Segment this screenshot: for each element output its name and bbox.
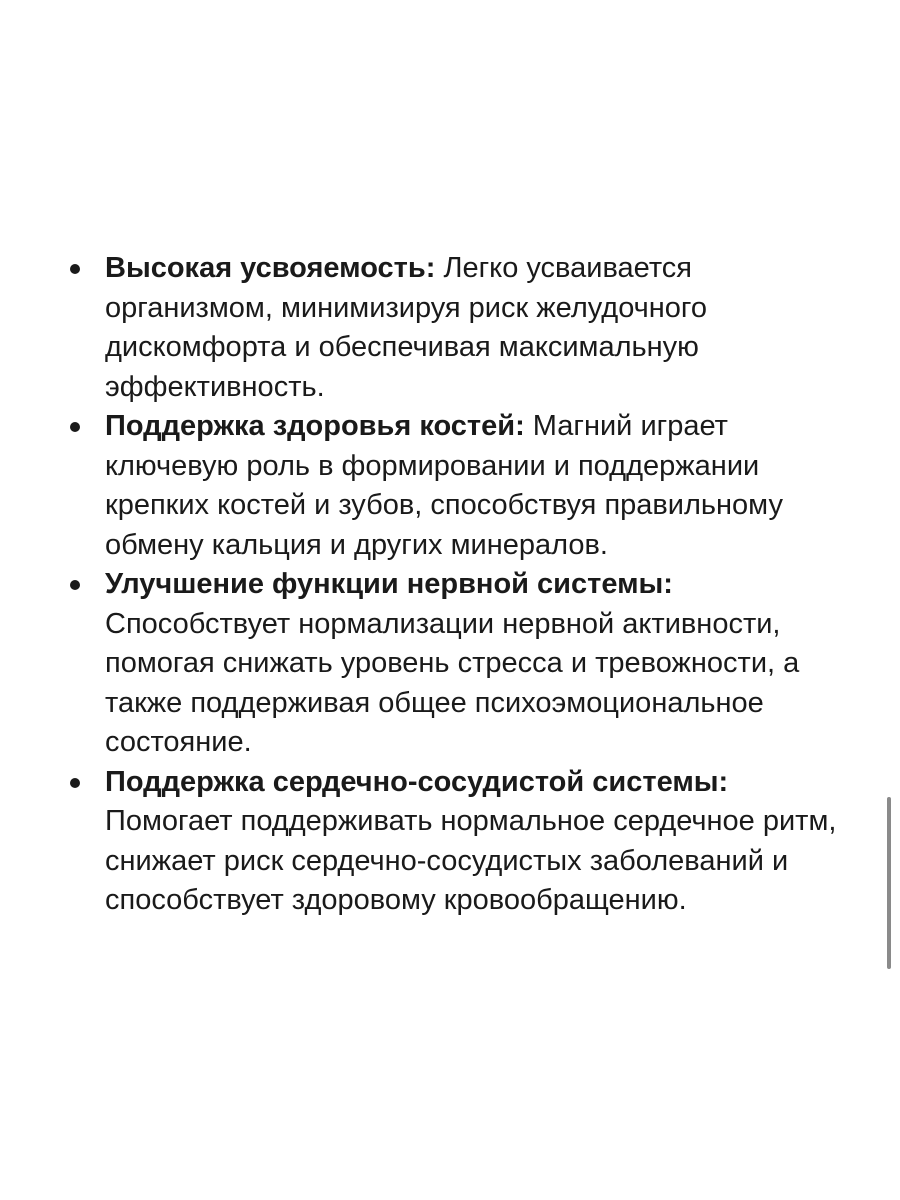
item-heading: Поддержка здоровья костей:	[105, 410, 533, 442]
list-item	[68, 249, 838, 407]
bullet-icon	[70, 778, 80, 788]
item-heading: Высокая усвояемость:	[105, 252, 444, 284]
benefits-list	[68, 249, 838, 921]
item-heading: Улучшение функции нервной системы:	[105, 568, 673, 600]
bullet-icon	[70, 580, 80, 590]
item-text: Легко усваивается организмом, минимизируя риск желудочного дискомфорта и обеспечивая максимальную эффективность.	[105, 252, 708, 403]
bullet-icon	[70, 422, 80, 432]
list-item	[68, 763, 838, 921]
scrollbar[interactable]	[887, 797, 891, 969]
list-item	[68, 565, 838, 763]
item-text: Магний играет ключевую роль в формировании и поддержании крепких костей и зубов, способствуя правильному обмену кальция и других минералов.	[105, 410, 783, 561]
item-heading: Поддержка сердечно-сосудистой системы:	[105, 765, 729, 798]
item-text: Способствует нормализации нервной активности, помогая снижать уровень стресса и тревожности, а также поддерживая общее психоэмоциональное состояние.	[105, 607, 800, 758]
bullet-icon	[70, 264, 80, 274]
list-item	[68, 407, 838, 565]
item-text: Помогает поддерживать нормальное сердечное ритм, снижает риск сердечно-сосудистых заболеваний и способствует здоровому кровообращению.	[105, 805, 837, 916]
